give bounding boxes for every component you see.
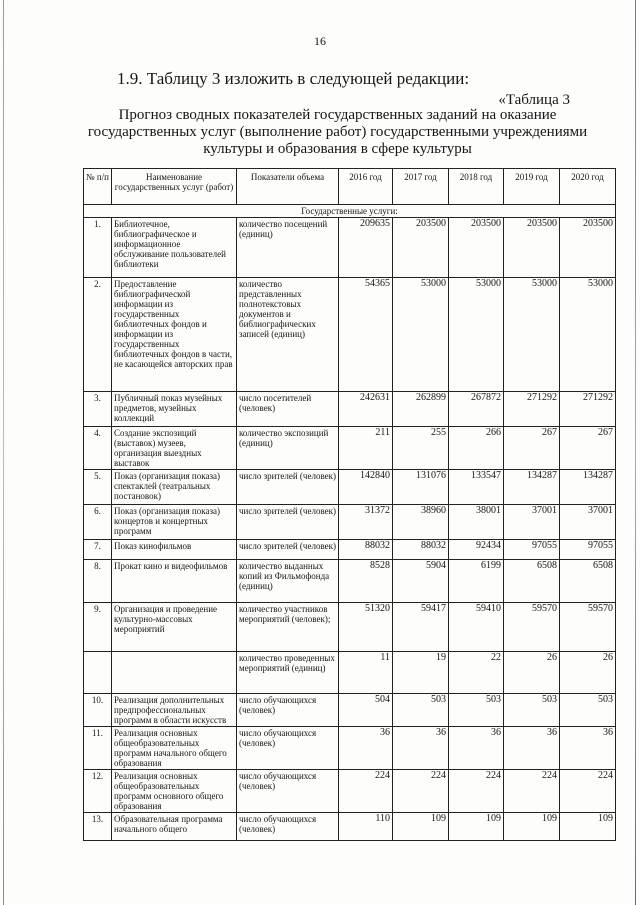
service-name: Публичный показ музейных предметов, музейных коллекций — [112, 392, 237, 427]
title-line: государственных услуг (выполнение работ) государственными учреждениями — [87, 124, 588, 140]
table-row — [84, 470, 616, 505]
service-name: Прокат кино и видеофильмов — [112, 560, 237, 603]
row-number: 2. — [84, 278, 112, 392]
row-number: 1. — [84, 218, 112, 278]
header-2017: 2017 год — [393, 169, 449, 205]
value-2018: 133547 — [449, 470, 504, 505]
value-2017: 503 — [393, 694, 449, 727]
title-line: культуры и образования в сфере культуры — [203, 141, 472, 157]
value-2017: 5904 — [393, 560, 449, 603]
volume-indicator: количество представленных полнотекстовых документов и библиографических записей (единиц) — [237, 278, 339, 392]
value-2020: 36 — [560, 727, 616, 770]
value-2020: 37001 — [560, 505, 616, 540]
volume-indicator: количество проведенных мероприятий (единиц) — [237, 652, 339, 694]
table-row — [84, 427, 616, 470]
value-2017: 255 — [393, 427, 449, 470]
value-2017: 88032 — [393, 540, 449, 560]
value-2016: 11 — [339, 652, 393, 694]
service-name: Создание экспозиций (выставок) музеев, организация выездных выставок — [112, 427, 237, 470]
value-2020: 109 — [560, 813, 616, 841]
volume-indicator: число обучающихся (человек) — [237, 770, 339, 813]
page-number: 16 — [314, 34, 326, 48]
value-2019: 109 — [504, 813, 560, 841]
header-2016: 2016 год — [339, 169, 393, 205]
value-2020: 203500 — [560, 218, 616, 278]
table-title — [70, 107, 605, 158]
volume-indicator: количество посещений (единиц) — [237, 218, 339, 278]
value-2016: 31372 — [339, 505, 393, 540]
value-2016: 8528 — [339, 560, 393, 603]
table-body — [84, 205, 616, 841]
row-number: 11. — [84, 727, 112, 770]
value-2017: 224 — [393, 770, 449, 813]
service-name: Показ (организация показа) концертов и концертных программ — [112, 505, 237, 540]
scan-edge-left — [3, 0, 4, 905]
table-row — [84, 392, 616, 427]
row-number: 4. — [84, 427, 112, 470]
value-2018: 22 — [449, 652, 504, 694]
row-number: 3. — [84, 392, 112, 427]
value-2019: 134287 — [504, 470, 560, 505]
table-row — [84, 218, 616, 278]
value-2017: 19 — [393, 652, 449, 694]
value-2016: 36 — [339, 727, 393, 770]
value-2018: 59410 — [449, 603, 504, 652]
service-name: Организация и проведение культурно-массовых мероприятий — [112, 603, 237, 652]
value-2019: 37001 — [504, 505, 560, 540]
value-2016: 224 — [339, 770, 393, 813]
row-number: 6. — [84, 505, 112, 540]
row-number: 8. — [84, 560, 112, 603]
volume-indicator: число зрителей (человек) — [237, 505, 339, 540]
service-name: Реализация дополнительных предпрофессиональных программ в области искусств — [112, 694, 237, 727]
value-2019: 271292 — [504, 392, 560, 427]
amendment-line: 1.9. Таблицу 3 изложить в следующей редакции: — [117, 69, 470, 88]
value-2017: 131076 — [393, 470, 449, 505]
value-2016: 54365 — [339, 278, 393, 392]
service-name — [112, 652, 237, 694]
value-2020: 271292 — [560, 392, 616, 427]
value-2017: 109 — [393, 813, 449, 841]
group-row — [84, 205, 616, 218]
value-2016: 51320 — [339, 603, 393, 652]
value-2020: 6508 — [560, 560, 616, 603]
service-name: Образовательная программа начального общего — [112, 813, 237, 841]
value-2016: 209635 — [339, 218, 393, 278]
table-row — [84, 727, 616, 770]
value-2018: 6199 — [449, 560, 504, 603]
value-2020: 26 — [560, 652, 616, 694]
table-row — [84, 560, 616, 603]
table-row — [84, 694, 616, 727]
volume-indicator: количество выданных копий из Фильмофонда (единиц) — [237, 560, 339, 603]
value-2016: 242631 — [339, 392, 393, 427]
table-row — [84, 770, 616, 813]
header-num: № п/п — [84, 169, 112, 205]
row-number: 12. — [84, 770, 112, 813]
value-2018: 267872 — [449, 392, 504, 427]
scan-edge-right — [635, 0, 636, 905]
row-number: 10. — [84, 694, 112, 727]
volume-indicator: число обучающихся (человек) — [237, 813, 339, 841]
service-name: Реализация основных общеобразовательных программ основного общего образования — [112, 770, 237, 813]
value-2019: 53000 — [504, 278, 560, 392]
group-label: Государственные услуги: — [84, 205, 616, 218]
value-2018: 38001 — [449, 505, 504, 540]
value-2018: 266 — [449, 427, 504, 470]
value-2019: 224 — [504, 770, 560, 813]
row-number: 7. — [84, 540, 112, 560]
value-2019: 36 — [504, 727, 560, 770]
header-2018: 2018 год — [449, 169, 504, 205]
header-indicator: Показатели объема — [237, 169, 339, 205]
table-row — [84, 540, 616, 560]
value-2018: 503 — [449, 694, 504, 727]
row-number: 9. — [84, 603, 112, 652]
value-2019: 26 — [504, 652, 560, 694]
title-line: Прогноз сводных показателей государственных заданий на оказание — [118, 107, 557, 123]
value-2017: 36 — [393, 727, 449, 770]
volume-indicator: количество экспозиций (единиц) — [237, 427, 339, 470]
row-number: 13. — [84, 813, 112, 841]
row-number — [84, 652, 112, 694]
value-2016: 504 — [339, 694, 393, 727]
value-2020: 503 — [560, 694, 616, 727]
volume-indicator: число зрителей (человек) — [237, 470, 339, 505]
value-2018: 109 — [449, 813, 504, 841]
header-2019: 2019 год — [504, 169, 560, 205]
value-2020: 97055 — [560, 540, 616, 560]
value-2018: 224 — [449, 770, 504, 813]
volume-indicator: число посетителей (человек) — [237, 392, 339, 427]
value-2017: 53000 — [393, 278, 449, 392]
value-2019: 203500 — [504, 218, 560, 278]
value-2020: 267 — [560, 427, 616, 470]
table-row — [84, 652, 616, 694]
value-2018: 92434 — [449, 540, 504, 560]
value-2019: 59570 — [504, 603, 560, 652]
service-name: Показ кинофильмов — [112, 540, 237, 560]
header-name: Наименование государственных услуг (работ) — [112, 169, 237, 205]
value-2017: 59417 — [393, 603, 449, 652]
table-label: «Таблица 3 — [498, 92, 570, 108]
value-2019: 6508 — [504, 560, 560, 603]
forecast-table — [83, 168, 616, 841]
table-row — [84, 278, 616, 392]
value-2016: 142840 — [339, 470, 393, 505]
table-row — [84, 603, 616, 652]
value-2016: 88032 — [339, 540, 393, 560]
value-2016: 110 — [339, 813, 393, 841]
header-row — [84, 169, 616, 205]
value-2018: 53000 — [449, 278, 504, 392]
value-2020: 59570 — [560, 603, 616, 652]
table-row — [84, 813, 616, 841]
header-2020: 2020 год — [560, 169, 616, 205]
volume-indicator: количество участников мероприятий (человек); — [237, 603, 339, 652]
value-2017: 203500 — [393, 218, 449, 278]
value-2017: 262899 — [393, 392, 449, 427]
service-name: Библиотечное, библиографическое и информационное обслуживание пользователей библиотеки — [112, 218, 237, 278]
row-number: 5. — [84, 470, 112, 505]
service-name: Показ (организация показа) спектаклей (театральных постановок) — [112, 470, 237, 505]
table-row — [84, 505, 616, 540]
service-name: Реализация основных общеобразовательных программ начального общего образования — [112, 727, 237, 770]
value-2019: 503 — [504, 694, 560, 727]
volume-indicator: число обучающихся (человек) — [237, 694, 339, 727]
value-2020: 224 — [560, 770, 616, 813]
value-2018: 36 — [449, 727, 504, 770]
value-2017: 38960 — [393, 505, 449, 540]
value-2020: 134287 — [560, 470, 616, 505]
service-name: Предоставление библиографической информации из государственных библиотечных фондов и информации из государственных библиотечных фондов в части, не касающейся авторских прав — [112, 278, 237, 392]
value-2020: 53000 — [560, 278, 616, 392]
value-2016: 211 — [339, 427, 393, 470]
value-2019: 97055 — [504, 540, 560, 560]
value-2019: 267 — [504, 427, 560, 470]
value-2018: 203500 — [449, 218, 504, 278]
volume-indicator: число обучающихся (человек) — [237, 727, 339, 770]
volume-indicator: число зрителей (человек) — [237, 540, 339, 560]
